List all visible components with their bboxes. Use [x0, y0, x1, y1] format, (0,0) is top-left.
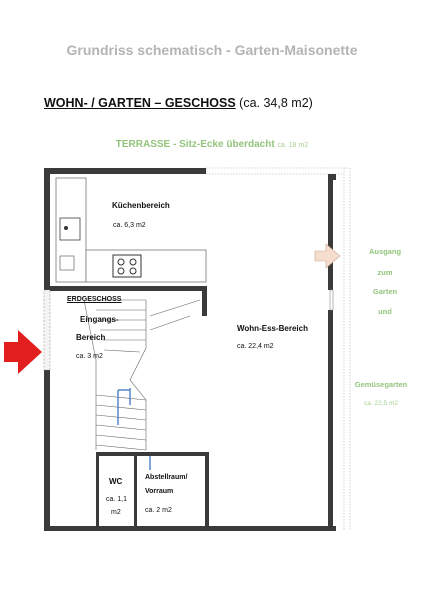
kitchen-sink: [60, 218, 80, 240]
living-area: ca. 22,4 m2: [237, 343, 274, 350]
garden-exit-line-2: zum: [377, 268, 393, 277]
wc-label: WC: [109, 477, 123, 486]
kitchen-label: Küchenbereich: [112, 201, 170, 210]
storage-label-line-2: Vorraum: [145, 488, 174, 495]
kitchen-stove: [113, 255, 141, 277]
garden-area: ca. 22,5 m2: [364, 400, 398, 407]
garden-door: [330, 290, 333, 310]
garden-exit-line-5: Gemüsegarten: [354, 380, 408, 389]
garden-exit-line-3: Garten: [372, 287, 398, 296]
outer-walls: [44, 168, 336, 531]
ground-floor-label: ERDGESCHOSS: [67, 296, 122, 303]
plan-title: Grundriss schematisch - Garten-Maisonette: [66, 42, 358, 58]
garden-exit-line-1: Ausgang: [368, 247, 402, 256]
entry-arrow: [4, 330, 42, 374]
living-label: Wohn-Ess-Bereich: [237, 324, 308, 333]
kitchen-cabinet: [60, 256, 74, 270]
garden-exit-line-4: und: [378, 307, 392, 316]
entrance-area: ca. 3 m2: [76, 353, 103, 360]
storage-label-line-1: Abstellraum/: [145, 474, 188, 481]
floor-heading-name: WOHN- / GARTEN – GESCHOSS: [44, 96, 236, 110]
kitchen-area: ca. 6,3 m2: [113, 222, 146, 229]
storage-area: ca. 2 m2: [145, 507, 172, 514]
wc-area-line-2: m2: [111, 509, 121, 516]
entrance-label-line-1: Eingangs-: [80, 315, 119, 324]
exit-arrow: [315, 244, 340, 268]
terrace-name: TERRASSE - Sitz-Ecke überdacht: [115, 139, 275, 150]
entrance-label-line-2: Bereich: [76, 333, 106, 342]
wc-area-line-1: ca. 1,1: [106, 496, 128, 503]
entrance-door: [44, 290, 50, 370]
floor-heading-area: (ca. 34,8 m2): [239, 96, 313, 110]
terrace-area: ca. 18 m2: [277, 142, 309, 149]
